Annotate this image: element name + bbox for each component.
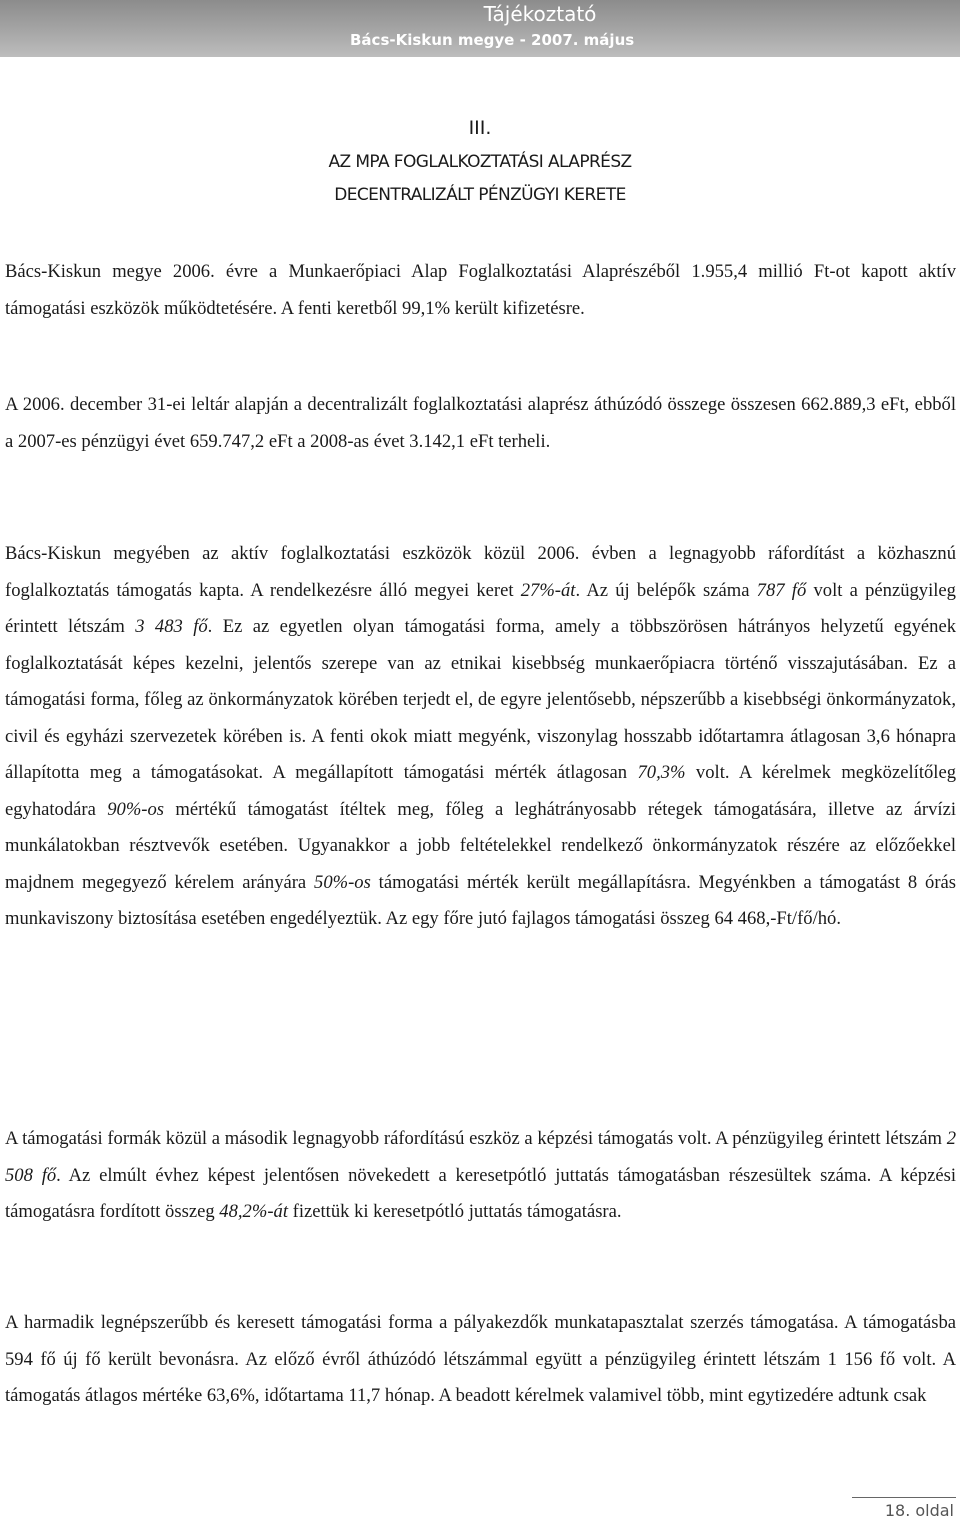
- section-number: [0, 117, 960, 139]
- italic-value: 70,3%: [637, 762, 686, 783]
- paragraph-career-starters: A harmadik legnépszerűbb és keresett támogatási forma a pályakezdők munkatapasztalat szerzés támogatása. A támogatásba 594 fő új fő került bevonásra. Az előző évről áthúzódó létszámmal együtt a pénzügyileg érintett létszám 1 156 fő volt. A támogatás átlagos mértéke 63,6%, időtartama 11,7 hónap. A beadott kérelmek valamivel több, mint egytizedére adtunk csak: [5, 1312, 956, 1406]
- footer-rule: [852, 1497, 956, 1498]
- italic-value: 3 483 fő: [135, 616, 208, 637]
- text-span: . Ez az egyetlen olyan támogatási forma, amely a többszörösen hátrányos helyzetű egyének foglalkoztatását képes kezelni, jelentős szerepe van az etnikai kisebbség munkaerőpiacra történő visszajutásában. Ez a támogatási forma, főleg az önkormányzatok körében terjedt el, de egyre jelentősebb, népszerűbb a kisebbségi önkormányzatok, civil és egyházi szervezetek körében is. A fenti okok miatt megyénk, viszonylag hosszabb időtartamra átlagosan 3,6 hónapra állapította meg a támogatásokat. A megállapított támogatási mérték átlagosan: [5, 616, 956, 783]
- text-span: Bács-Kiskun megyében az aktív foglalkoztatási eszközök közül 2006. évben a legnagyobb ráfordítást a közhasznú foglalkoztatás támogatás kapta. A rendelkezésre álló megyei keret: [5, 543, 956, 601]
- italic-value: 90%-os: [107, 798, 165, 820]
- page-number: 18. oldal: [884, 1501, 954, 1520]
- section-title-line1: AZ MPA FOGLALKOZTATÁSI ALAPRÉSZ: [328, 152, 632, 172]
- italic-value: 2 508 fő: [5, 1128, 956, 1186]
- paragraph-public-work: [5, 536, 956, 938]
- text-span: mértékű támogatást ítéltek meg, főleg a leghátrányosabb rétegek támogatására, illetve az árvízi munkálatokban résztvevők esetében. Ugyanakkor a jobb feltételekkel rendelkező önkormányzatok részére az előzőekkel majdnem megegyező kérelem arányára: [5, 798, 956, 893]
- italic-value: 48,2%-át: [219, 1201, 288, 1222]
- text-span: támogatási mérték került megállapításra. Megyénkben a támogatást 8 órás munkaviszony biztosítása esetében engedélyeztük. Az egy főre jutó fajlagos támogatási összeg 64 468,-Ft/fő/hó.: [5, 871, 956, 929]
- paragraph-training: [5, 1121, 956, 1231]
- text-span: A támogatási formák közül a második legnagyobb ráfordítású eszköz a képzési támogatás volt. A pénzügyileg érintett létszám: [5, 1128, 947, 1149]
- italic-value: 27%-át: [520, 579, 576, 601]
- text-span: . Az elmúlt évhez képest jelentősen növekedett a keresetpótló juttatás támogatásban részesültek száma. A képzési támogatásra fordított összeg: [5, 1164, 956, 1222]
- header-subtitle: Bács-Kiskun megye - 2007. május: [350, 31, 635, 49]
- italic-value: 50%-os: [314, 871, 371, 893]
- text-span: . Az új belépők száma: [575, 579, 757, 601]
- paragraph-carryover: A 2006. december 31-ei leltár alapján a decentralizált foglalkoztatási alaprész áthúzódó összege összesen 662.889,3 eFt, ebből a 2007-es pénzügyi évet 659.747,2 eFt a 2008-as évet 3.142,1 eFt terheli.: [5, 394, 956, 452]
- section-title-line2: DECENTRALIZÁLT PÉNZÜGYI KERETE: [334, 185, 626, 205]
- text-span: fizettük ki keresetpótló juttatás támogatásra.: [287, 1201, 622, 1222]
- section-number-text: III.: [468, 117, 492, 139]
- header-band: [0, 0, 960, 57]
- text-span: volt. A kérelmek megközelítőleg egyhatodára: [5, 762, 956, 820]
- italic-value: 787 fő: [756, 579, 807, 601]
- paragraph-budget: Bács-Kiskun megye 2006. évre a Munkaerőpiaci Alap Foglalkoztatási Alaprészéből 1.955,4 millió Ft-ot kapott aktív támogatási eszközök működtetésére. A fenti keretből 99,1% került kifizetésre.: [5, 261, 956, 319]
- text-span: volt a pénzügyileg érintett létszám: [5, 579, 956, 637]
- header-title: Tájékoztató: [483, 2, 597, 26]
